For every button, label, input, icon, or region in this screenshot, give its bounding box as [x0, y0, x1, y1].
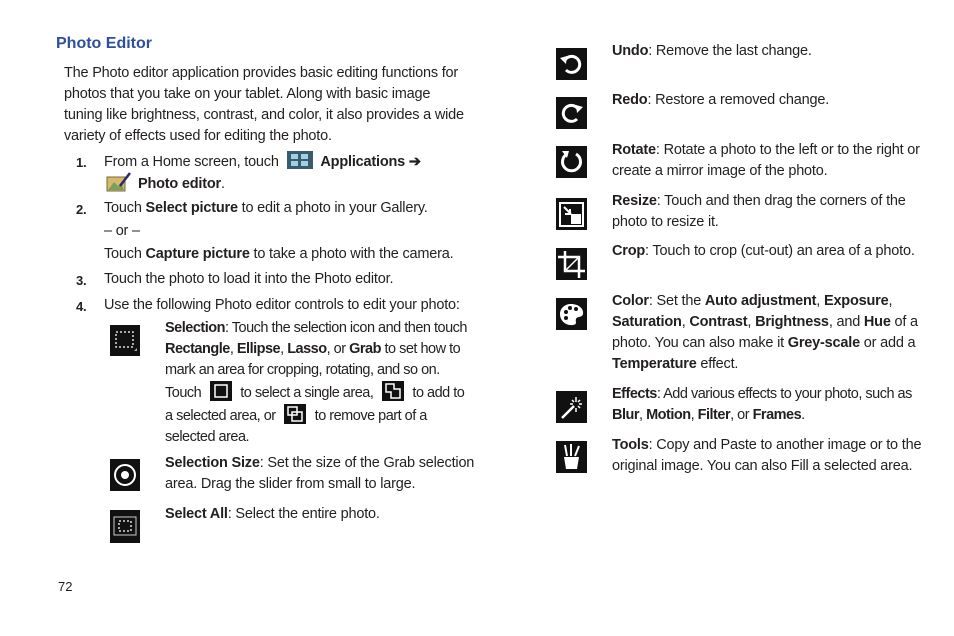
color-description: Color: Set the Auto adjustment, Exposure, Saturation, Contrast, Brightness, and Hue of a photo. You can also make it Grey-scale or add a Temperature effect. — [612, 293, 918, 372]
photo-editor-app-icon — [106, 172, 132, 192]
resize-description: Resize: Touch and then drag the corners of the photo to resize it. — [612, 193, 906, 230]
step-text: Touch Capture picture to take a photo with the camera. — [104, 246, 454, 262]
step-number: 2. — [76, 202, 87, 217]
step-number: 4. — [76, 299, 87, 314]
step-number: 3. — [76, 273, 87, 288]
selection-icon — [110, 325, 140, 356]
step-text: Use the following Photo editor controls to edit your photo: — [104, 297, 460, 313]
step-text: Touch the photo to load it into the Photo editor. — [104, 271, 394, 287]
tools-description: Tools: Copy and Paste to another image or to the original image. You can also Fill a selected area. — [612, 437, 922, 474]
effects-wand-icon — [556, 391, 587, 423]
resize-icon — [556, 198, 587, 230]
remove-area-icon — [284, 404, 306, 424]
tools-icon — [556, 441, 587, 473]
select-all-description: Select All: Select the entire photo. — [165, 506, 380, 522]
step-text: From a Home screen, touch Applications ➔ — [104, 151, 421, 173]
step-text: Touch Select picture to edit a photo in your Gallery. — [104, 200, 428, 216]
page-title: Photo Editor — [56, 35, 152, 52]
rotate-description: Rotate: Rotate a photo to the left or to the right or create a mirror image of the photo. — [612, 142, 920, 179]
or-separator: – or – — [104, 223, 140, 239]
step-number: 1. — [76, 155, 87, 170]
color-palette-icon — [556, 298, 587, 330]
selection-size-icon — [110, 459, 140, 491]
step-text: Photo editor. — [106, 172, 225, 195]
single-area-icon — [210, 381, 232, 401]
redo-description: Redo: Restore a removed change. — [612, 92, 830, 108]
selection-size-description: Selection Size: Set the size of the Grab selection area. Drag the slider from small to large. — [165, 455, 475, 492]
redo-icon — [556, 97, 587, 129]
applications-icon — [287, 151, 313, 169]
rotate-icon — [556, 146, 587, 178]
page-number: 72 — [58, 579, 73, 594]
select-all-icon — [110, 510, 140, 543]
crop-description: Crop: Touch to crop (cut-out) an area of a photo. — [612, 243, 915, 259]
add-area-icon — [382, 381, 404, 401]
effects-description: Effects: Add various effects to your photo, such as Blur, Motion, Filter, or Frames. — [612, 386, 912, 423]
undo-description: Undo: Remove the last change. — [612, 43, 812, 59]
crop-icon — [556, 248, 587, 280]
intro-paragraph: The Photo editor application provides basic editing functions for photos that you take on your tablet. Along with basic image tuning like brightness, contrast, and color, it also provides a wide variety of effects used for editing the photo. — [64, 65, 464, 144]
selection-description: Selection: Touch the selection icon and then touch Rectangle, Ellipse, Lasso, or Grab to set how to mark an area for cropping, rotating, and so on. Touch to select a single area, to add to a selected area, or to remove part of a selected area. — [165, 320, 467, 445]
undo-icon — [556, 48, 587, 80]
